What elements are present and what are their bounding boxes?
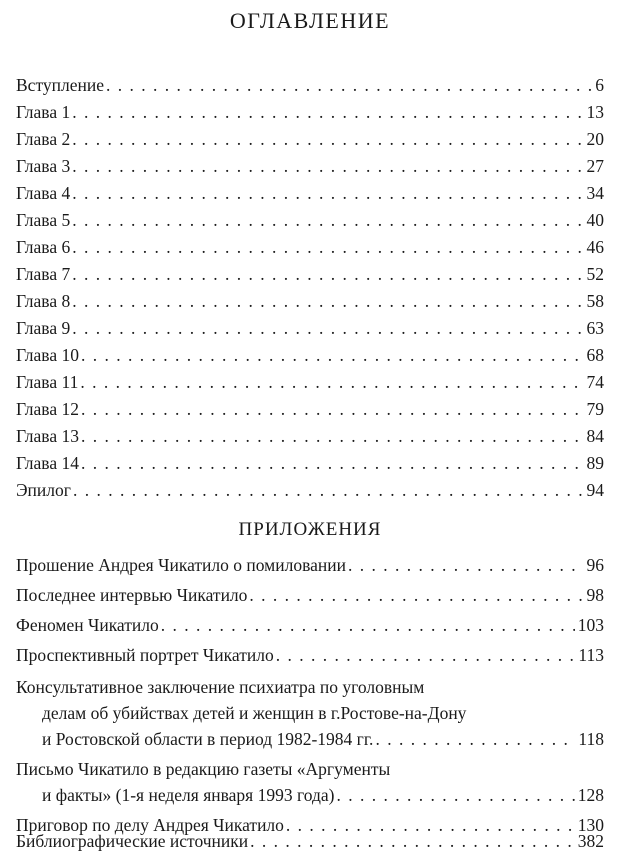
entry-page: 68 — [586, 345, 604, 365]
entry-label: Глава 7 — [16, 264, 71, 284]
toc-row[interactable] — [16, 342, 604, 369]
entry-label: Приговор по делу Андрея Чикатило — [16, 815, 284, 835]
entry-label: Последнее интервью Чикатило — [16, 585, 248, 605]
entry-label: Глава 1 — [16, 102, 71, 122]
dot-leader — [81, 396, 584, 423]
toc-row[interactable] — [16, 72, 604, 99]
toc-row-consultation[interactable] — [16, 674, 604, 752]
dot-leader — [276, 640, 576, 670]
entry-page: 118 — [578, 729, 604, 749]
dot-leader — [72, 99, 583, 126]
bibliography-toc — [16, 826, 604, 856]
dot-leader — [348, 550, 584, 580]
toc-page — [16, 0, 604, 868]
toc-row[interactable] — [16, 180, 604, 207]
entry-line: Консультативное заключение психиатра по уголовным — [16, 677, 425, 697]
toc-row[interactable] — [16, 315, 604, 342]
toc-row-portrait[interactable] — [16, 640, 604, 670]
dot-leader — [250, 826, 575, 856]
toc-row[interactable] — [16, 126, 604, 153]
toc-row-phenomenon[interactable] — [16, 610, 604, 640]
appendix-title: ПРИЛОЖЕНИЯ — [238, 519, 382, 540]
entry-page: 20 — [586, 129, 604, 149]
entry-page: 27 — [586, 156, 604, 176]
main-toc — [16, 72, 604, 504]
toc-row-interview[interactable] — [16, 580, 604, 610]
entry-label: Глава 3 — [16, 156, 71, 176]
dot-leader — [80, 369, 583, 396]
entry-label: Вступление — [16, 75, 104, 95]
entry-label: Глава 8 — [16, 291, 71, 311]
entry-label: Глава 4 — [16, 183, 71, 203]
appendix-toc — [16, 550, 604, 840]
toc-row[interactable] — [16, 396, 604, 423]
entry-label: Библиографические источники — [16, 831, 249, 851]
toc-row[interactable] — [16, 261, 604, 288]
entry-label: Прошение Андрея Чикатило о помиловании — [16, 555, 346, 575]
entry-line: и факты» (1-я неделя января 1993 года) — [42, 785, 335, 805]
entry-page: 382 — [577, 831, 604, 851]
dot-leader — [72, 315, 583, 342]
entry-label: Глава 14 — [16, 453, 79, 473]
dot-leader — [81, 450, 584, 477]
entry-page: 94 — [586, 480, 604, 500]
dot-leader — [73, 477, 584, 504]
toc-row-petition[interactable] — [16, 550, 604, 580]
entry-page: 46 — [586, 237, 604, 257]
entry-page: 13 — [586, 102, 604, 122]
entry-label: Феномен Чикатило — [16, 615, 159, 635]
entry-page: 96 — [586, 555, 604, 575]
entry-last-line — [16, 726, 604, 752]
entry-page: 103 — [577, 615, 604, 635]
toc-row[interactable] — [16, 450, 604, 477]
entry-label: Эпилог — [16, 480, 71, 500]
entry-label: Глава 13 — [16, 426, 79, 446]
entry-page: 63 — [586, 318, 604, 338]
entry-label: Глава 2 — [16, 129, 71, 149]
dot-leader — [72, 288, 583, 315]
dot-leader — [81, 423, 584, 450]
entry-page: 58 — [586, 291, 604, 311]
toc-row-letter[interactable] — [16, 756, 604, 808]
toc-row[interactable] — [16, 99, 604, 126]
dot-leader — [81, 342, 584, 369]
toc-row[interactable] — [16, 423, 604, 450]
dot-leader — [106, 72, 592, 99]
toc-row[interactable] — [16, 153, 604, 180]
dot-leader — [72, 207, 583, 234]
entry-label: Глава 12 — [16, 399, 79, 419]
entry-page: 34 — [586, 183, 604, 203]
entry-page: 79 — [586, 399, 604, 419]
entry-label: Глава 5 — [16, 210, 71, 230]
dot-leader — [72, 153, 583, 180]
dot-leader — [72, 180, 583, 207]
dot-leader — [72, 261, 583, 288]
dot-leader — [375, 726, 575, 752]
entry-page: 84 — [586, 426, 604, 446]
entry-label: Глава 10 — [16, 345, 79, 365]
entry-line: делам об убийствах детей и женщин в г.Ростове-на-Дону — [42, 703, 467, 723]
toc-row[interactable] — [16, 234, 604, 261]
entry-label: Глава 6 — [16, 237, 71, 257]
dot-leader — [72, 126, 583, 153]
entry-page: 113 — [578, 645, 604, 665]
entry-label: Проспективный портрет Чикатило — [16, 645, 274, 665]
entry-line: и Ростовской области в период 1982-1984 гг. — [42, 729, 374, 749]
toc-row-bibliography[interactable] — [16, 826, 604, 856]
entry-page: 74 — [586, 372, 604, 392]
dot-leader — [72, 234, 583, 261]
toc-row[interactable] — [16, 207, 604, 234]
toc-row[interactable] — [16, 288, 604, 315]
entry-page: 98 — [586, 585, 604, 605]
dot-leader — [249, 580, 583, 610]
entry-label: Глава 9 — [16, 318, 71, 338]
entry-line: Письмо Чикатило в редакцию газеты «Аргументы — [16, 759, 391, 779]
entry-page: 130 — [577, 815, 604, 835]
toc-row[interactable] — [16, 369, 604, 396]
dot-leader — [161, 610, 575, 640]
entry-page: 40 — [586, 210, 604, 230]
entry-page: 6 — [595, 75, 604, 95]
entry-page: 52 — [586, 264, 604, 284]
entry-last-line — [16, 782, 604, 808]
toc-row[interactable] — [16, 477, 604, 504]
entry-page: 128 — [577, 785, 604, 805]
entry-page: 89 — [586, 453, 604, 473]
dot-leader — [336, 782, 574, 808]
page-title: ОГЛАВЛЕНИЕ — [229, 8, 391, 33]
entry-label: Глава 11 — [16, 372, 79, 392]
